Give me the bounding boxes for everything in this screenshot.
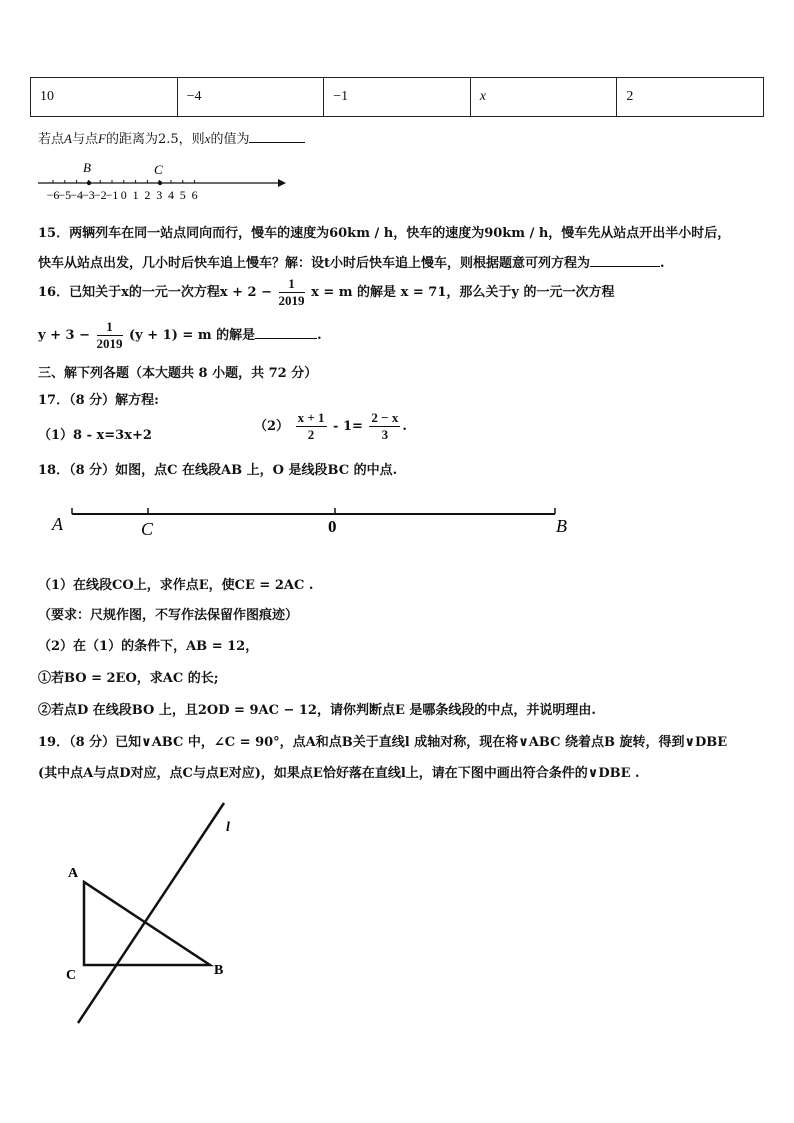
answer-blank [249,130,305,143]
fraction [369,410,400,443]
table-cell: −1 [324,78,471,117]
q16-text: y + 3 − [38,328,90,343]
fraction [296,410,327,443]
q14-distance: 2.5 [157,132,179,147]
tick-label: 1 [132,188,139,202]
question-18-sub-4: ①若BO = 2EO，求AC 的长; [38,671,219,686]
question-18-sub-1: （1）在线段CO上，求作点E，使CE = 2AC . [38,578,314,593]
question-18-sub-5: ②若点D 在线段BO 上，且2OD = 9AC − 12，请你判断点E 是哪条线段的中点，并说明理由. [38,703,596,718]
fraction-numerator: 1 [97,319,123,336]
question-19-line-2: (其中点A与点D对应，点C与点E对应)，如果点E恰好落在直线l上，请在下图中画出符合条件的∨DBE . [38,766,640,781]
fraction-numerator: 1 [279,276,305,293]
tick-label: 3 [156,188,163,202]
question-17-part-1: （1）8 - x=3x+2 [38,428,152,443]
table-row [31,78,764,117]
tick-label: 0 [120,188,127,202]
fraction [97,319,123,352]
tick-label: 6 [191,188,198,202]
tick-label: −5 [58,188,72,202]
label-a: A [52,514,63,534]
fraction-numerator: 2 − x [371,410,399,425]
fraction-denominator: 3 [381,427,389,442]
question-15-line-1: 15．两辆列车在同一站点同向而行，慢车的速度为60km / h，快车的速度为90km / h，慢车先从站点开出半小时后， [38,226,731,241]
table-cell: 2 [617,78,764,117]
question-17-part-2: （2） $\frac{x + 1}{2}$ - 1= $\frac{2 - x}{3}$ . [254,410,407,442]
values-table [30,77,764,117]
triangle-abc [84,882,210,965]
tick-label: 2 [144,188,151,202]
label-c: C [66,968,77,983]
question-18-sub-3: （2）在（1）的条件下，AB = 12， [38,639,259,654]
question-16-line-2: y + 3 − $\frac{1}{2019}$ (y + 1) = m 的解是 . [38,319,322,351]
q16-text: (y + 1) = m 的解是 [129,328,256,343]
label-o: 0 [328,517,337,536]
point-b-dot [87,181,91,185]
label-c: C [141,519,154,539]
q16-text: x = m 的解是 x = 71，那么关于y 的一元一次方程 [311,285,615,300]
q17-text: - 1= [333,419,363,434]
number-line [30,158,300,208]
label-l: l [226,820,230,835]
label-b: B [214,963,224,978]
label-b: B [83,160,91,175]
q14-point-f: F [97,131,106,146]
label-b: B [556,516,567,536]
label-a: A [68,866,79,881]
tick-label: −2 [93,188,107,202]
question-18-title: 18．（8 分）如图，点C 在线段AB 上，O 是线段BC 的中点. [38,463,398,478]
q17-text: （2） [254,419,290,434]
answer-blank [590,254,660,267]
q15-text: 快车从站点出发，几小时后快车追上慢车？解：设t小时后快车追上慢车，则根据题意可列方程为 [38,256,591,271]
fraction [279,276,305,309]
q14-text: 的值为 [210,132,250,147]
q14-text: 与点 [71,132,98,147]
point-c-dot [158,181,162,185]
tick-label: 4 [168,188,174,202]
question-18-sub-2: （要求：尺规作图，不写作法保留作图痕迹） [38,608,299,623]
tick-label: −6 [46,188,60,202]
label-c: C [154,162,163,177]
triangle-diagram [60,795,260,1035]
q14-point-a: A [64,131,72,146]
q14-text: ，则 [178,132,205,147]
q14-text: 若点 [38,132,65,147]
table-cell: 10 [31,78,178,117]
line-l [78,803,224,1023]
segment-diagram [40,494,600,544]
table-cell: x [470,78,617,117]
fraction-denominator: 2019 [96,336,123,351]
tick-label: 5 [179,188,186,202]
table-cell: −4 [177,78,324,117]
fraction-numerator: x + 1 [297,410,325,425]
answer-blank [255,326,317,339]
question-19-line-1: 19．（8 分）已知∨ABC 中，∠C = 90°，点A和点B关于直线l 成轴对称，现在将∨ABC 绕着点B 旋转，得到∨DBE [38,735,728,750]
question-14-text [38,128,305,147]
tick-label: −4 [70,188,83,202]
tick-label: −3 [82,188,95,202]
tick-label: −1 [105,188,119,202]
question-17-title: 17．（8 分）解方程: [38,393,159,408]
q16-text: 16．已知关于x的一元一次方程x + 2 − [38,285,273,300]
fraction-denominator: 2 [307,427,315,442]
question-16-line-1 [38,276,614,309]
q14-var-x: x [204,131,211,146]
fraction-denominator: 2019 [278,293,305,308]
q14-text: 的距离为 [105,132,158,147]
question-15-line-2: 快车从站点出发，几小时后快车追上慢车？解：设t小时后快车追上慢车，则根据题意可列方程为 . [38,256,665,271]
section-heading: 三、解下列各题（本大题共 8 小题，共 72 分） [38,366,318,381]
